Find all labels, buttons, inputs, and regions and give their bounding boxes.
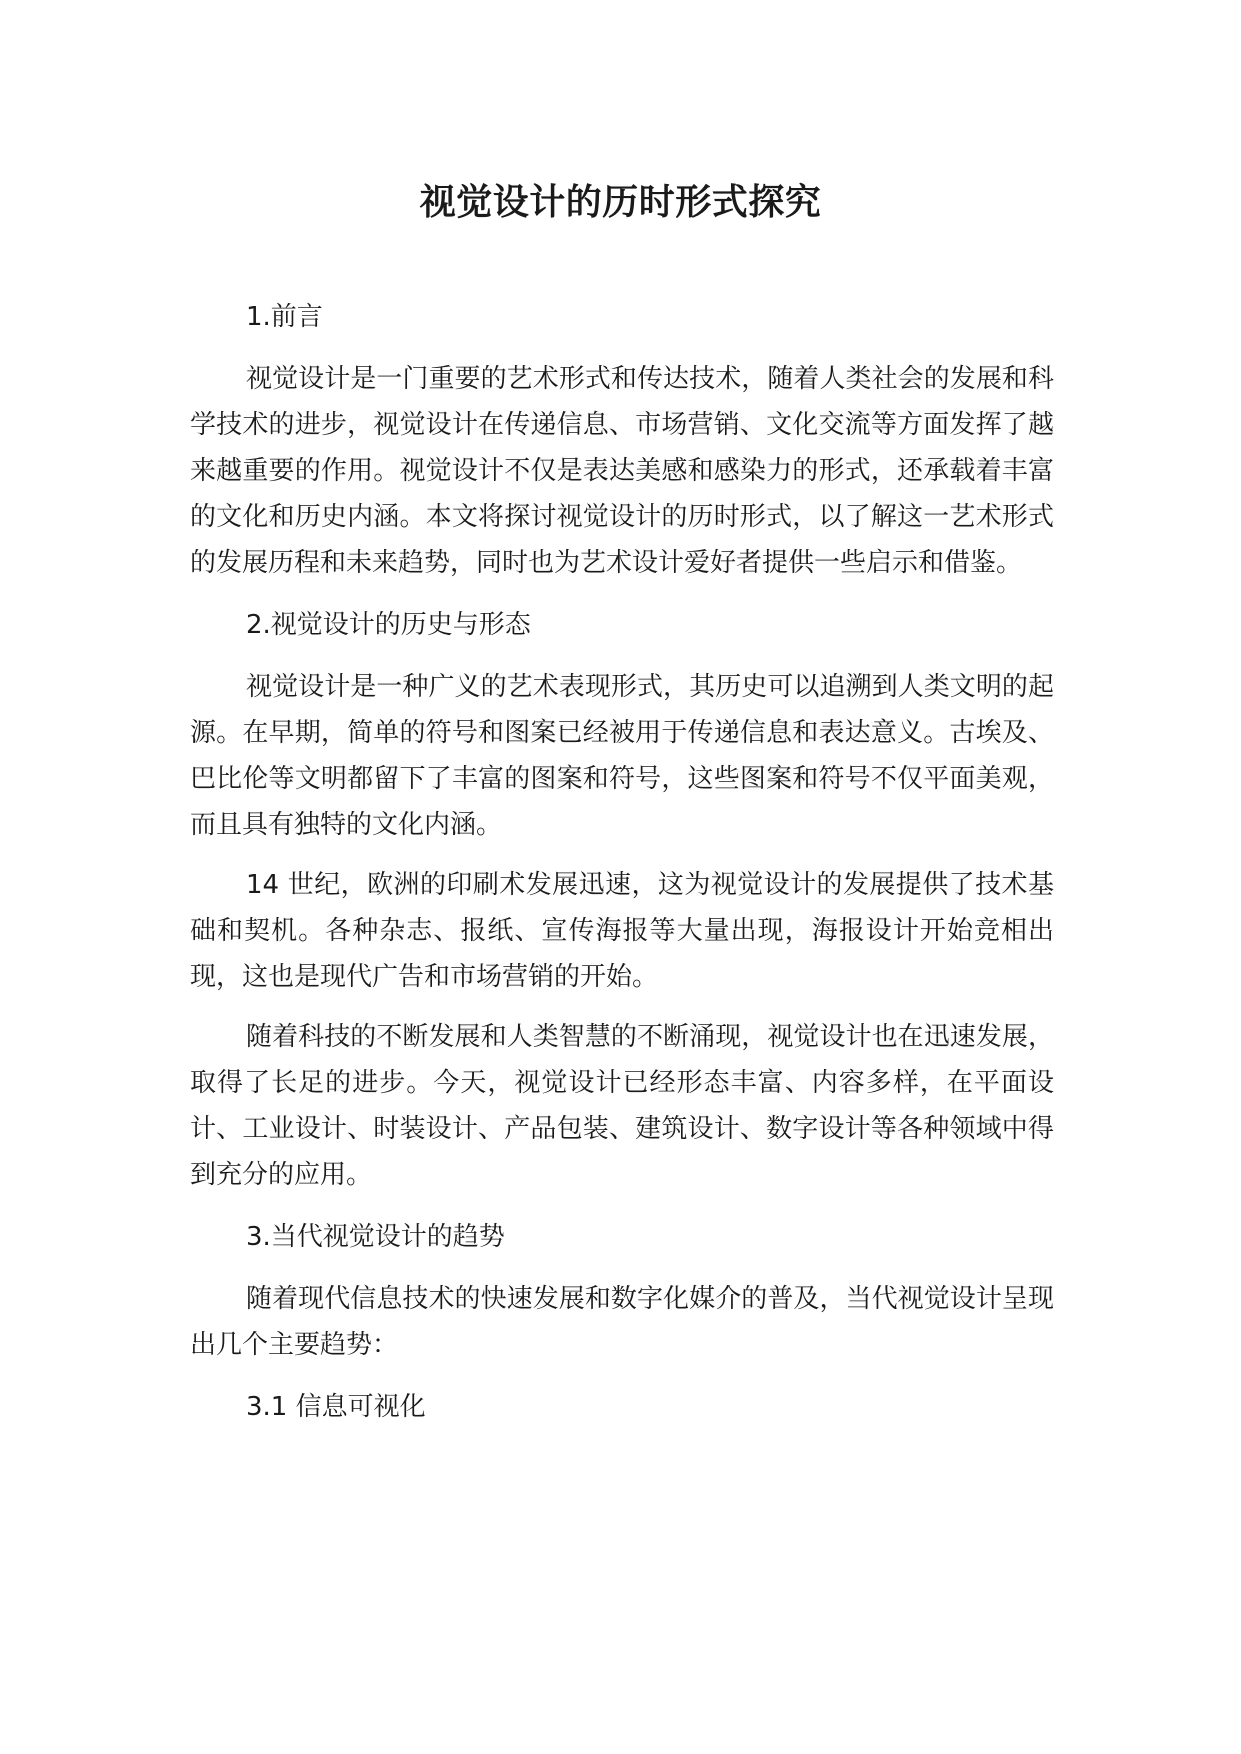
paragraph-preface: 视觉设计是一门重要的艺术形式和传达技术，随着人类社会的发展和科学技术的进步，视觉设计在传递信息、市场营销、文化交流等方面发挥了越来越重要的作用。视觉设计不仅是表达美感和感染力的形式，还承载着丰富的文化和历史内涵。本文将探讨视觉设计的历时形式，以了解这一艺术形式的发展历程和未来趋势，同时也为艺术设计爱好者提供一些启示和借鉴。	[190, 364, 1054, 578]
section-heading-preface: 1.前言	[246, 302, 323, 332]
section-heading-history: 2.视觉设计的历史与形态	[246, 610, 531, 640]
document-body	[190, 292, 1054, 1446]
paragraph-history-origins: 视觉设计是一种广义的艺术表现形式，其历史可以追溯到人类文明的起源。在早期，简单的符号和图案已经被用于传递信息和表达意义。古埃及、巴比伦等文明都留下了丰富的图案和符号，这些图案和符号不仅平面美观，而且具有独特的文化内涵。	[190, 672, 1054, 840]
paragraph-history-modern: 随着科技的不断发展和人类智慧的不断涌现，视觉设计也在迅速发展，取得了长足的进步。今天，视觉设计已经形态丰富、内容多样，在平面设计、工业设计、时装设计、产品包装、建筑设计、数字设计等各种领域中得到充分的应用。	[190, 1022, 1054, 1190]
subsection-heading-infovis: 3.1 信息可视化	[246, 1392, 426, 1422]
paragraph-trends-intro: 随着现代信息技术的快速发展和数字化媒介的普及，当代视觉设计呈现出几个主要趋势：	[190, 1284, 1054, 1360]
paragraph-history-printing: 14 世纪，欧洲的印刷术发展迅速，这为视觉设计的发展提供了技术基础和契机。各种杂志、报纸、宣传海报等大量出现，海报设计开始竞相出现，这也是现代广告和市场营销的开始。	[190, 870, 1054, 992]
document-title: 视觉设计的历时形式探究	[419, 182, 822, 223]
section-heading-trends: 3.当代视觉设计的趋势	[246, 1222, 505, 1252]
